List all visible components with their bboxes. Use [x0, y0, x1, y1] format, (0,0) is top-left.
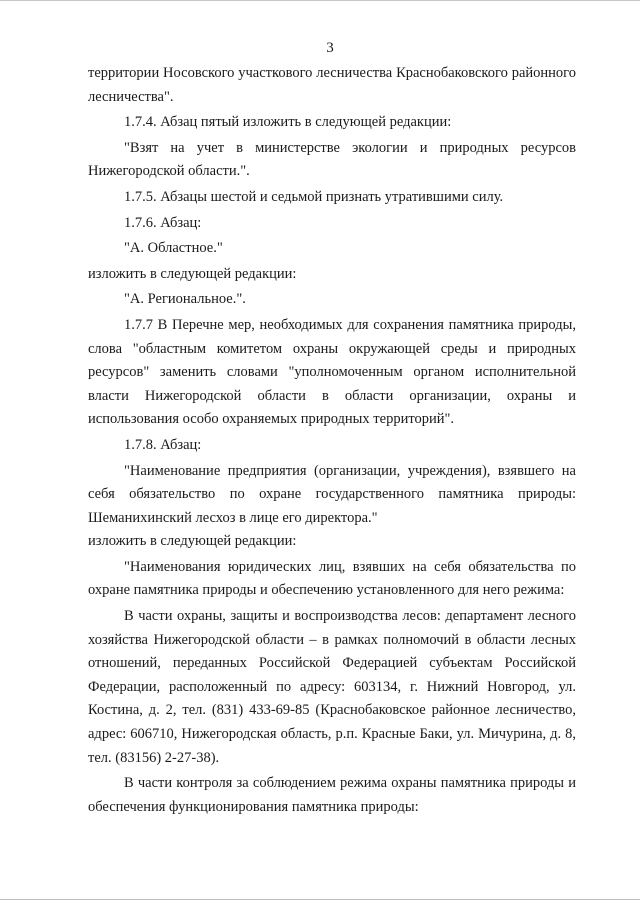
bottom-scan-edge [0, 899, 640, 900]
paragraph-1-7-5: 1.7.5. Абзацы шестой и седьмой признать утратившими силу. [124, 188, 504, 205]
paragraph-1-7-7: 1.7.7 В Перечне мер, необходимых для сохранения памятника природы, слова "областным комитетом охраны окружающей среды и природных ресурсов" заменить словами "уполномоченным органом исполнительной власти Нижегородской области в области организации, охраны и использования особо охраняемых природных территорий". [88, 316, 576, 428]
paragraph-quote-legal-entities: "Наименования юридических лиц, взявших на себя обязательства по охране памятника природы и обеспечению установленного для него режима: [88, 558, 576, 599]
document-body [88, 62, 576, 819]
paragraph-quote-regional-new: "А. Региональное.". [124, 291, 246, 308]
paragraph-forest-protection: В части охраны, защиты и воспроизводства лесов: департамент лесного хозяйства Нижегородской области – в рамках полномочий в области лесных отношений, переданных Российской Федерацией субъектам Российской Федерации, расположенный по адресу: 603134, г. Нижний Новгород, ул. Костина, д. 2, тел. (831) 433-69-85 (Краснобаковское районное лесничество, адрес: 606710, Нижегородская область, р.п. Красные Баки, ул. Мичурина, д. 8, тел. (83156) 2-27-38). [88, 608, 576, 766]
paragraph-continuation: территории Носовского участкового лесничества Краснобаковского районного лесничества". [88, 65, 576, 105]
paragraph-quote-enterprise: "Наименование предприятия (организации, учреждения), взявшего на себя обязательство по охране государственного памятника природы: Шеманихинский лесхоз в лице его директора." [88, 462, 576, 526]
paragraph-restate-2: изложить в следующей редакции: [88, 533, 297, 550]
page-number: 3 [326, 40, 334, 56]
paragraph-quote-regional-old: "А. Областное." [124, 240, 223, 257]
top-scan-edge [0, 0, 640, 1]
paragraph-1-7-6: 1.7.6. Абзац: [124, 214, 202, 231]
paragraph-control: В части контроля за соблюдением режима охраны памятника природы и обеспечения функционирования памятника природы: [88, 775, 576, 815]
paragraph-quote-registered: "Взят на учет в министерстве экологии и природных ресурсов Нижегородской области.". [88, 139, 576, 180]
paragraph-restate-1: изложить в следующей редакции: [88, 265, 297, 282]
paragraph-1-7-8: 1.7.8. Абзац: [124, 436, 202, 453]
paragraph-1-7-4: 1.7.4. Абзац пятый изложить в следующей редакции: [124, 114, 452, 131]
